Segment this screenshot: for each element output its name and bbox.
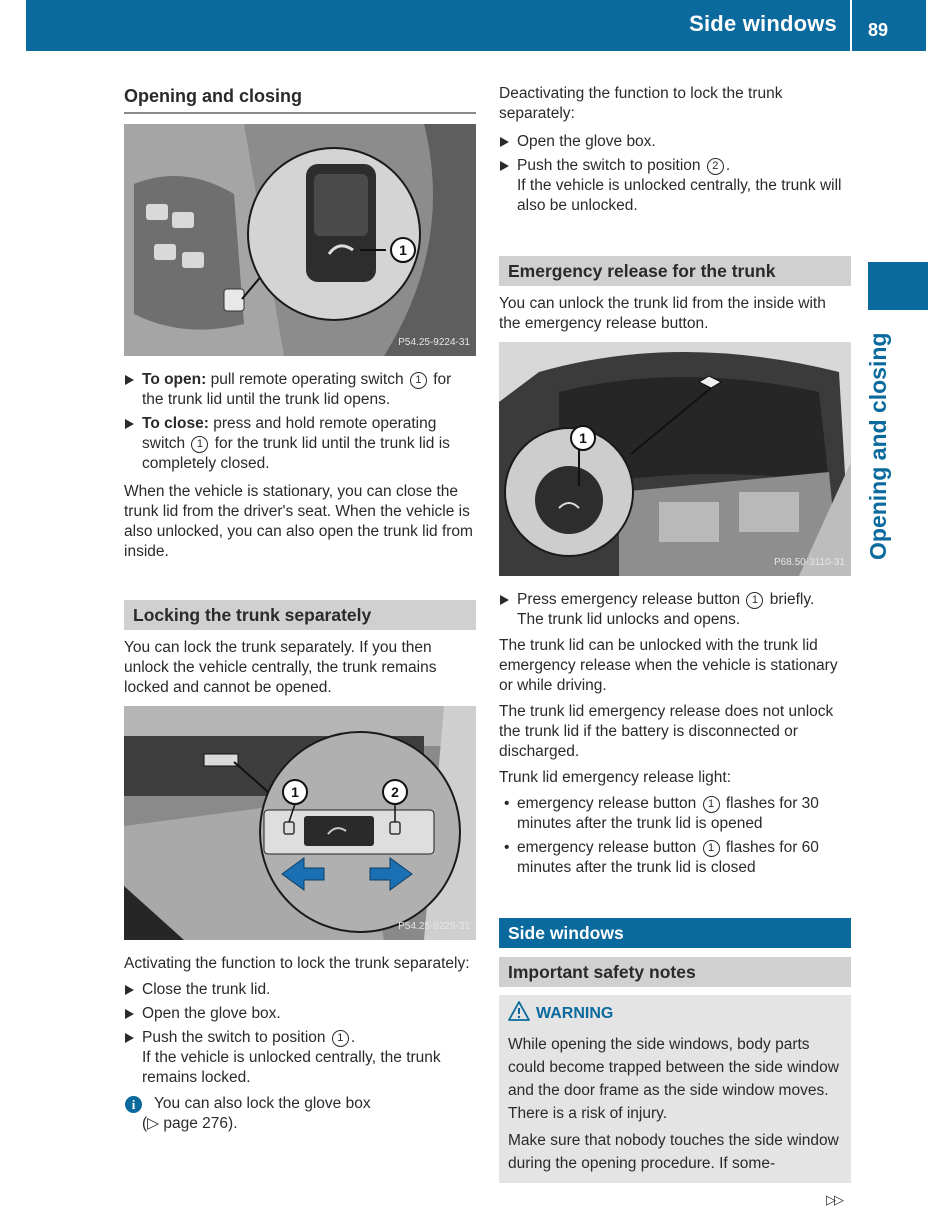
emergency-paragraph: You can unlock the trunk lid from the inside with the emergency release button.: [499, 295, 826, 332]
figure-code: P54.25-9224-31: [398, 337, 470, 348]
figure-remote-switch: [124, 124, 476, 356]
step-push-text: Push the switch to position: [142, 1029, 326, 1046]
warning-paragraph: Make sure that nobody touches the side window during the opening procedure. If some-: [508, 1132, 839, 1172]
battery-paragraph: The trunk lid emergency release does not unlock the trunk lid if the battery is disconnected or discharged.: [499, 703, 834, 760]
activating-intro: Activating the function to lock the trunk separately:: [124, 955, 470, 972]
callout-1: 1: [399, 242, 407, 258]
step-open: [124, 370, 476, 410]
locking-paragraph: You can lock the trunk separately. If you then unlock the vehicle centrally, the trunk remains locked and cannot be opened.: [124, 639, 437, 696]
callout-ref: 2: [707, 158, 724, 175]
chapter-tab-label: Opening and closing: [865, 332, 891, 560]
step-push-period: .: [725, 157, 731, 174]
info-icon: i: [125, 1096, 142, 1113]
figure-code: P54.25-9225-31: [398, 921, 470, 932]
step-close-text: press and hold remote operating switch: [142, 415, 437, 452]
warning-box: [499, 995, 851, 1183]
info-note: [124, 1094, 476, 1134]
step-open-glove-box: Open the glove box.: [499, 132, 851, 152]
step-push-switch: [499, 156, 851, 216]
warning-paragraph: While opening the side windows, body parts could become trapped between the side window and the door frame as the side window moves. There is a risk of injury.: [508, 1036, 839, 1122]
callout-1: 1: [579, 430, 587, 446]
emergency-heading: Emergency release for the trunk: [499, 256, 851, 286]
unlock-paragraph: The trunk lid can be unlocked with the trunk lid emergency release when the vehicle is stationary or while driving.: [499, 637, 838, 694]
locking-heading: Locking the trunk separately: [124, 600, 476, 630]
bullet-text: emergency release button: [517, 839, 697, 856]
page-reference[interactable]: (▷ page 276).: [142, 1115, 238, 1132]
step-push-switch: [124, 1028, 476, 1088]
figure-glove-box: [124, 706, 476, 940]
section-title: Opening and closing: [124, 84, 476, 114]
step-close-label: To close:: [142, 415, 209, 432]
trunk-emergency-illustration: [499, 342, 851, 576]
callout-ref: 1: [410, 372, 427, 389]
step-close-text-end: for the trunk lid until the trunk lid is completely closed.: [142, 435, 450, 472]
header-title: Side windows: [689, 11, 837, 36]
step-open-label: To open:: [142, 371, 207, 388]
warning-triangle-icon: [508, 1001, 530, 1021]
step-push-result: If the vehicle is unlocked centrally, the trunk remains locked.: [142, 1049, 441, 1086]
step-push-result: If the vehicle is unlocked centrally, the trunk will also be unlocked.: [517, 177, 842, 214]
bullet-text-end: flashes for 30 minutes after the trunk lid is opened: [517, 795, 819, 832]
callout-ref: 1: [703, 796, 720, 813]
side-windows-heading: Side windows: [499, 918, 851, 948]
bullet-text: emergency release button: [517, 795, 697, 812]
glove-box-illustration: [124, 706, 476, 940]
page-header: [26, 0, 926, 51]
callout-ref: 1: [703, 840, 720, 857]
header-divider: [850, 0, 852, 51]
callout-2: 2: [391, 784, 399, 800]
callout-ref: 1: [191, 436, 208, 453]
list-item: [499, 838, 851, 878]
page-number: 89: [868, 20, 889, 40]
step-open-text: pull remote operating switch: [210, 371, 404, 388]
continue-icon: ▷▷: [826, 1192, 842, 1207]
bullet-text-end: flashes for 60 minutes after the trunk lid is closed: [517, 839, 819, 876]
step-press-text-end: briefly.: [769, 591, 815, 608]
warning-label: WARNING: [536, 1005, 614, 1022]
step-press-release: [499, 590, 851, 630]
stationary-paragraph: When the vehicle is stationary, you can close the trunk lid from the driver's seat. When the vehicle is also unlocked, you can also open the trunk lid from inside.: [124, 483, 473, 560]
callout-ref: 1: [332, 1030, 349, 1047]
step-push-period: .: [350, 1029, 356, 1046]
right-column: [499, 84, 851, 1183]
figure-code: P68.50-3110-31: [774, 557, 845, 568]
info-note-text: You can also lock the glove box: [154, 1095, 371, 1112]
left-column: [124, 84, 476, 1134]
list-item: [499, 794, 851, 834]
warning-title: [508, 1001, 842, 1025]
step-open-glove-box: Open the glove box.: [124, 1004, 476, 1024]
step-press-result: The trunk lid unlocks and opens.: [517, 611, 741, 628]
step-press-text: Press emergency release button: [517, 591, 741, 608]
callout-ref: 1: [746, 592, 763, 609]
safety-heading: Important safety notes: [499, 957, 851, 987]
step-close-lid: Close the trunk lid.: [124, 980, 476, 1000]
step-open-text-end: for the trunk lid until the trunk lid opens.: [142, 371, 452, 408]
figure-emergency-release: [499, 342, 851, 576]
deactivating-intro: Deactivating the function to lock the trunk separately:: [499, 85, 783, 122]
step-push-text: Push the switch to position: [517, 157, 701, 174]
light-label: Trunk lid emergency release light:: [499, 769, 732, 786]
remote-switch-illustration: [124, 124, 476, 356]
step-close: [124, 414, 476, 474]
callout-1: 1: [291, 784, 299, 800]
